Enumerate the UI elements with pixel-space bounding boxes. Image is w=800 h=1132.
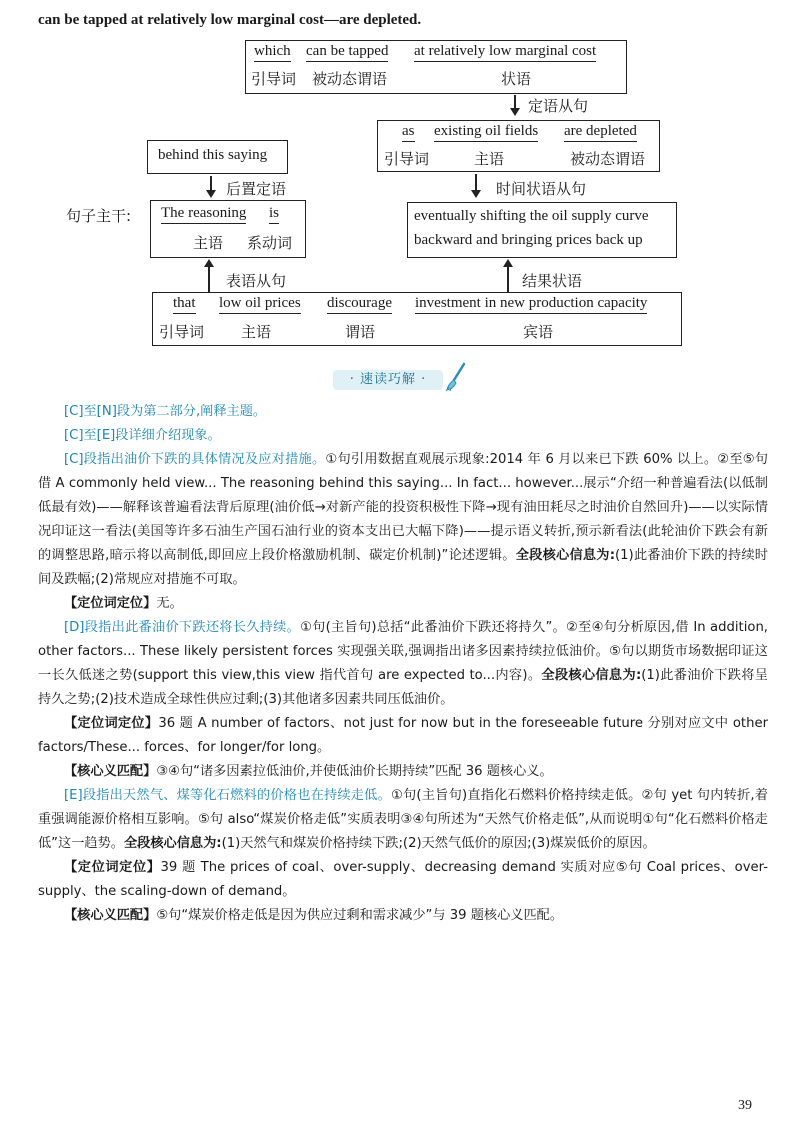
word-the-reasoning: The reasoning xyxy=(161,205,246,224)
arrowhead-down-2 xyxy=(206,190,216,198)
match-label-e: 【核心义匹配】 xyxy=(64,908,157,923)
label-object-3: 宾语 xyxy=(523,323,554,341)
analysis-text xyxy=(38,400,768,928)
label-subject-3: 主语 xyxy=(241,323,272,341)
section-badge: · 速读巧解 · xyxy=(333,370,443,390)
locate-label-d: 【定位词定位】 xyxy=(64,716,159,731)
label-predicate-3: 谓语 xyxy=(345,323,376,341)
label-adverbial: 状语 xyxy=(501,70,532,88)
match-e: ⑤句“煤炭价格走低是因为供应过剩和需求减少”与 39 题核心义匹配。 xyxy=(156,908,564,923)
label-guide-3: 引导词 xyxy=(159,323,205,341)
participle-box xyxy=(407,202,677,258)
label-passive-predicate: 被动态谓语 xyxy=(312,70,388,88)
brush-icon xyxy=(444,362,470,392)
locate-label-e: 【定位词定位】 xyxy=(64,860,161,875)
para-c-head: [C]段指出油价下跌的具体情况及应对措施。 xyxy=(64,452,326,467)
match-label-d: 【核心义匹配】 xyxy=(64,764,157,779)
para-d xyxy=(38,616,768,712)
arrow-label-time-clause: 时间状语从句 xyxy=(496,180,587,198)
para-e-core-label: 全段核心信息为: xyxy=(123,836,222,851)
locate-d: 36 题 A number of factors、not just for now but in the foreseeable future 分别对应文中 other factors/These... forces、for longer/for long。 xyxy=(38,716,769,755)
word-can-be-tapped: can be tapped xyxy=(306,43,388,62)
main-clause-box xyxy=(150,200,306,258)
page-number: 39 xyxy=(738,1098,752,1113)
clause-box-which xyxy=(245,40,627,94)
label-subject-main: 主语 xyxy=(193,234,224,252)
locate-c: 无。 xyxy=(156,596,183,611)
para-e-body: ①句(主旨句)直指化石燃料价格持续走低。②句 yet 句内转折,着重强调能源价格相互影响。⑤句 also“煤炭价格走低”实质表明③④句所述为“天然气价格走低”,从而说明①句“化石燃料价格走低”这一趋势。 xyxy=(38,788,768,851)
arrow-label-result-adverbial: 结果状语 xyxy=(522,272,583,290)
arrow-up-4 xyxy=(208,266,210,292)
arrow-label-postpositive: 后置定语 xyxy=(226,180,287,198)
para-e-head: [E]段指出天然气、煤等化石燃料的价格也在持续走低。 xyxy=(64,788,391,803)
label-guide-2: 引导词 xyxy=(384,150,430,168)
arrow-label-predicative-clause: 表语从句 xyxy=(226,272,287,290)
para-e-match xyxy=(38,904,768,928)
participle-line-1: eventually shifting the oil supply curve xyxy=(414,208,649,224)
para-c-locate xyxy=(38,592,768,616)
para-d-core-label: 全段核心信息为: xyxy=(541,668,642,683)
arrow-up-5 xyxy=(507,266,509,292)
para-d-match xyxy=(38,760,768,784)
word-are-depleted: are depleted xyxy=(564,123,637,142)
label-subject-2: 主语 xyxy=(474,150,505,168)
word-as: as xyxy=(402,123,415,142)
para-d-core: (1)此番油价下跌将呈持久之势;(2)技术造成全球性供应过剩;(3)其他诸多因素共同压低油价。 xyxy=(38,668,768,707)
top-sentence: can be tapped at relatively low marginal cost—are depleted. xyxy=(38,12,422,28)
label-guide: 引导词 xyxy=(251,70,297,88)
para-c-core: (1)此番油价下跌的持续时间及跌幅;(2)常规应对措施不可取。 xyxy=(38,548,768,587)
word-is: is xyxy=(269,205,279,224)
arrowhead-down-1 xyxy=(510,108,520,116)
main-trunk-label: 句子主干: xyxy=(66,207,132,225)
para-d-locate xyxy=(38,712,768,760)
word-low-oil-prices: low oil prices xyxy=(219,295,301,314)
phrase-behind-this-saying: behind this saying xyxy=(158,147,268,163)
para-c xyxy=(38,448,768,592)
para-c-core-label: 全段核心信息为: xyxy=(515,548,616,563)
word-discourage: discourage xyxy=(327,295,392,314)
locate-e: 39 题 The prices of coal、over-supply、decreasing demand 实质对应⑤句 Coal prices、over-supply、the scaling-down of demand。 xyxy=(38,860,768,899)
word-that: that xyxy=(173,295,196,314)
clause-box-that xyxy=(152,292,682,346)
label-linking-verb: 系动词 xyxy=(247,234,293,252)
para-e-locate xyxy=(38,856,768,904)
para-d-head: [D]段指出此番油价下跌还将长久持续。 xyxy=(64,620,301,635)
match-d: ③④句“诸多因素拉低油价,并使低油价长期持续”匹配 36 题核心义。 xyxy=(156,764,553,779)
word-investment: investment in new production capacity xyxy=(415,295,647,314)
para-c-body: ①句引用数据直观展示现象:2014 年 6 月以来已下跌 60% 以上。②至⑤句借 A commonly held view... The reasoning behind this saying... In fact... however...展示“介绍一种普遍看法(以低制低最有效)——解释该普遍看法背后原理(油价低→对新产能的投资积极性下降→现有油田耗尽之时油价自然回升)——以实际情况印证这一看法(美国等许多石油生产国石油行业的资本支出已大幅下降)——提示语义转折,预示新看法(此轮油价下跌会有新的调整思路,暗示将以高制低,即回应上段价格激励机制、碳定价机制)”论述逻辑。 xyxy=(38,452,768,563)
para-part-intro: [C]至[N]段为第二部分,阐释主题。 xyxy=(64,404,267,419)
participle-line-2: backward and bringing prices back up xyxy=(414,232,643,248)
para-d-body: ①句(主旨句)总括“此番油价下跌还将持久”。②至④句分析原因,借 In addition, other factors... These likely persistent forces 实现强关联,强调指出诸多因素持续拉低油价。⑤句以期货市场数据印证这一长久低迷之势(support this view,this view 指代首句 are expected to...内容)。 xyxy=(38,620,768,683)
word-existing-oil-fields: existing oil fields xyxy=(434,123,538,142)
para-e-core: (1)天然气和煤炭价格持续下跌;(2)天然气低价的原因;(3)煤炭低价的原因。 xyxy=(221,836,656,851)
locate-label-c: 【定位词定位】 xyxy=(64,596,157,611)
clause-box-as xyxy=(377,120,660,172)
label-passive-predicate-2: 被动态谓语 xyxy=(570,150,646,168)
word-which: which xyxy=(254,43,291,62)
para-e xyxy=(38,784,768,856)
arrowhead-down-3 xyxy=(471,190,481,198)
arrow-label-attributive-clause: 定语从句 xyxy=(528,97,589,115)
para-phenomenon-intro: [C]至[E]段详细介绍现象。 xyxy=(64,428,221,443)
phrase-box-behind xyxy=(147,140,288,174)
word-adverbial: at relatively low marginal cost xyxy=(414,43,596,62)
